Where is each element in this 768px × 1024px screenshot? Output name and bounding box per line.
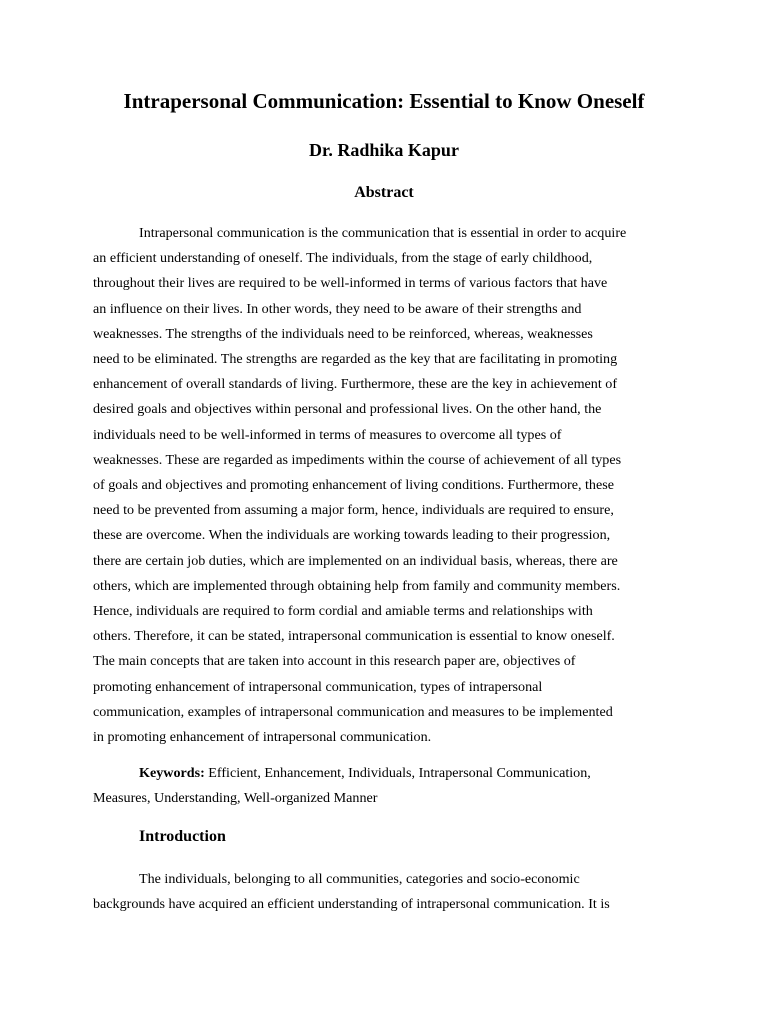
abstract-line: these are overcome. When the individuals are working towards leading to their progression, bbox=[93, 527, 611, 544]
abstract-line: there are certain job duties, which are implemented on an individual basis, whereas, there are bbox=[93, 552, 618, 569]
abstract-line: in promoting enhancement of intrapersonal communication. bbox=[93, 729, 432, 746]
abstract-line: others, which are implemented through obtaining help from family and community members. bbox=[93, 577, 621, 594]
keywords-line: Measures, Understanding, Well-organized Manner bbox=[93, 790, 378, 807]
introduction-line: backgrounds have acquired an efficient understanding of intrapersonal communication. It is bbox=[93, 896, 610, 913]
author-name: Dr. Radhika Kapur bbox=[309, 140, 459, 160]
paper-title: Intrapersonal Communication: Essential to Know Oneself bbox=[123, 89, 645, 113]
abstract-line: Hence, individuals are required to form cordial and amiable terms and relationships with bbox=[93, 603, 593, 620]
abstract-line: enhancement of overall standards of living. Furthermore, these are the key in achievement of bbox=[93, 376, 618, 393]
introduction-line: The individuals, belonging to all communities, categories and socio-economic bbox=[139, 871, 580, 887]
abstract-line: communication, examples of intrapersonal communication and measures to be implemented bbox=[93, 703, 613, 720]
abstract-line: an efficient understanding of oneself. The individuals, from the stage of early childhood, bbox=[93, 250, 593, 267]
abstract-line: weaknesses. These are regarded as impediments within the course of achievement of all types bbox=[93, 451, 622, 468]
abstract-line: throughout their lives are required to be well-informed in terms of various factors that have bbox=[93, 275, 608, 292]
keywords-label: Keywords: bbox=[139, 765, 205, 781]
keywords-line bbox=[93, 761, 693, 786]
abstract-line: an influence on their lives. In other words, they need to be aware of their strengths and bbox=[93, 300, 582, 317]
abstract-body bbox=[93, 221, 693, 750]
abstract-line: The main concepts that are taken into account in this research paper are, objectives of bbox=[93, 653, 576, 670]
abstract-line: desired goals and objectives within personal and professional lives. On the other hand, the bbox=[93, 401, 602, 418]
abstract-line: weaknesses. The strengths of the individuals need to be reinforced, whereas, weaknesses bbox=[93, 325, 593, 342]
abstract-line: individuals need to be well-informed in terms of measures to overcome all types of bbox=[93, 426, 562, 443]
abstract-line: need to be eliminated. The strengths are regarded as the key that are facilitating in promoting bbox=[93, 351, 618, 368]
keywords-block bbox=[93, 761, 693, 811]
keywords-list: Efficient, Enhancement, Individuals, Intrapersonal Communication, bbox=[204, 765, 591, 781]
abstract-line: Intrapersonal communication is the communication that is essential in order to acquire bbox=[139, 225, 627, 241]
abstract-line: of goals and objectives and promoting enhancement of living conditions. Furthermore, these bbox=[93, 477, 614, 494]
abstract-line: others. Therefore, it can be stated, intrapersonal communication is essential to know oneself. bbox=[93, 628, 615, 645]
abstract-line: need to be prevented from assuming a major form, hence, individuals are required to ensure, bbox=[93, 502, 614, 519]
introduction-body bbox=[93, 867, 693, 917]
abstract-line: promoting enhancement of intrapersonal communication, types of intrapersonal bbox=[93, 678, 543, 695]
abstract-heading: Abstract bbox=[354, 184, 414, 201]
introduction-heading: Introduction bbox=[139, 828, 226, 845]
